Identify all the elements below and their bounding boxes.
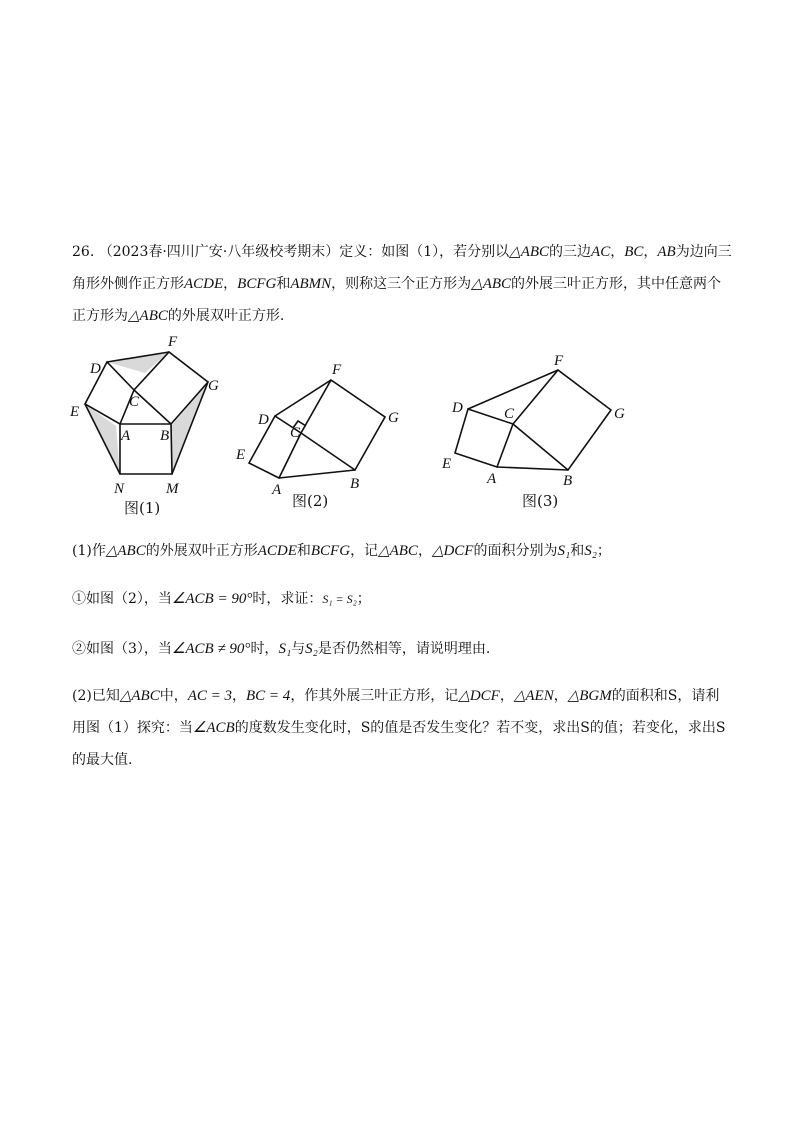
- math-triangle: △ABC: [105, 543, 146, 559]
- label-d: D: [258, 412, 269, 428]
- math-triangle: △DCF: [458, 688, 500, 704]
- problem-text: 的外展三叶正方形，其中任意两个正方形为: [72, 276, 722, 324]
- math-square: ABMN: [290, 276, 332, 292]
- label-a: A: [121, 428, 131, 444]
- math-segment: BC: [624, 244, 644, 260]
- part-1: [72, 535, 732, 567]
- question-1: [72, 583, 732, 615]
- separator: ，: [553, 688, 568, 704]
- segment-df: [275, 380, 331, 416]
- question-2-text: 时，: [250, 641, 279, 657]
- label-m: M: [166, 481, 179, 497]
- problem-text: 和: [276, 276, 291, 292]
- math-square: ACDE: [257, 543, 297, 559]
- separator: ，: [499, 688, 514, 704]
- part-2: [72, 680, 732, 776]
- question-1-text: 时，求证：: [252, 591, 323, 607]
- math-value: AC = 3: [187, 688, 233, 704]
- part-1-text: 和: [570, 543, 585, 559]
- math-triangle: △ABC: [509, 244, 550, 260]
- problem-statement: [72, 236, 732, 332]
- part-2-label: (2)已知: [72, 688, 120, 704]
- label-e: E: [70, 404, 80, 420]
- math-equation: S₁ = S₂: [322, 592, 357, 606]
- label-g: G: [614, 406, 625, 422]
- math-area: S₁: [278, 641, 292, 657]
- math-value: BC = 4: [246, 688, 291, 704]
- math-segment: AC: [591, 244, 611, 260]
- separator: ，: [223, 276, 238, 292]
- math-area: S₂: [584, 543, 597, 559]
- question-2-text: 是否仍然相等，请说明理由.: [317, 641, 491, 657]
- label-b: B: [350, 476, 360, 492]
- figure-3: [455, 370, 611, 470]
- figure-2-caption: 图(2): [292, 492, 329, 510]
- problem-text: 的外展双叶正方形.: [167, 308, 285, 324]
- math-area: S₁: [557, 543, 571, 559]
- label-c: C: [129, 394, 140, 410]
- figure-3-labels: [441, 353, 625, 510]
- label-f: F: [332, 362, 342, 378]
- label-f: F: [168, 334, 178, 350]
- problem-text: 为边向三角形外侧作正方形: [72, 244, 732, 292]
- math-triangle: △ABC: [378, 543, 418, 559]
- math-square: BCFG: [310, 543, 351, 559]
- problem-text: 的三边: [549, 244, 592, 260]
- part-1-text: 的外展双叶正方形: [145, 543, 258, 559]
- math-triangle: △ABC: [119, 688, 160, 704]
- part-2-text: 的面积和S，请利用图（1）探究：当: [72, 688, 720, 736]
- question-2: [72, 633, 732, 665]
- math-triangle: △DCF: [431, 543, 474, 559]
- problem-source: （2023春·四川广安·八年级校考期末）: [98, 244, 340, 260]
- label-c: C: [504, 406, 515, 422]
- separator: ，: [417, 543, 432, 559]
- part-1-text: ；: [596, 543, 611, 559]
- label-a: A: [487, 471, 497, 487]
- math-segment: AB: [657, 244, 676, 260]
- label-n: N: [114, 481, 125, 497]
- label-b: B: [563, 473, 573, 489]
- label-e: E: [236, 447, 246, 463]
- math-triangle: △ABC: [128, 308, 168, 324]
- question-1-text: ①如图（2），当: [72, 591, 172, 607]
- label-g: G: [208, 378, 219, 394]
- figure-3-caption: 图(3): [522, 492, 559, 510]
- label-e: E: [442, 456, 452, 472]
- part-2-text: 中，: [159, 688, 188, 704]
- segment-ab: [279, 470, 355, 478]
- math-triangle: △AEN: [513, 688, 554, 704]
- part-2-text: ，作其外展三叶正方形，记: [290, 688, 459, 704]
- math-condition: ∠ACB ≠ 90°: [171, 641, 251, 657]
- label-a: A: [272, 482, 282, 498]
- figure-1-caption: 图(1): [124, 499, 161, 517]
- math-square: ACDE: [184, 276, 224, 292]
- math-angle: ∠ACB: [192, 720, 235, 736]
- label-d: D: [452, 400, 463, 416]
- part-1-text: 和: [296, 543, 311, 559]
- math-condition: ∠ACB = 90°: [171, 591, 253, 607]
- square-bcfg: [301, 380, 385, 470]
- figures-svg: [60, 330, 700, 520]
- square-bcfg: [513, 370, 611, 470]
- figure-1: [85, 352, 208, 474]
- label-b: B: [160, 428, 170, 444]
- label-c: C: [290, 425, 301, 441]
- separator: ，: [232, 688, 247, 704]
- math-triangle: △ABC: [471, 276, 512, 292]
- question-2-text: 与: [291, 641, 306, 657]
- part-2-text: 的度数发生变化时，S的值是否发生变化？若不变，求出S的值；若变化，求出S的最大值.: [72, 720, 726, 768]
- problem-text: 定义：如图（1），若分别以: [339, 244, 510, 260]
- figures-row: [60, 330, 700, 520]
- problem-number: 26.: [72, 244, 95, 260]
- label-d: D: [90, 361, 101, 377]
- math-square: BCFG: [237, 276, 277, 292]
- label-f: F: [554, 353, 564, 369]
- separator: ，: [610, 244, 625, 260]
- math-area: S₂: [305, 641, 318, 657]
- figure-2: [249, 380, 385, 478]
- question-1-text: ；: [356, 591, 371, 607]
- part-1-label: (1)作: [72, 543, 106, 559]
- part-1-text: 的面积分别为: [473, 543, 558, 559]
- segment-df: [468, 370, 558, 409]
- part-1-text: ，记: [350, 543, 379, 559]
- math-triangle: △BGM: [567, 688, 612, 704]
- segment-ab: [497, 467, 568, 470]
- label-g: G: [388, 410, 399, 426]
- question-2-text: ②如图（3），当: [72, 641, 172, 657]
- separator: ，: [643, 244, 658, 260]
- problem-text: ，则称这三个正方形为: [331, 276, 472, 292]
